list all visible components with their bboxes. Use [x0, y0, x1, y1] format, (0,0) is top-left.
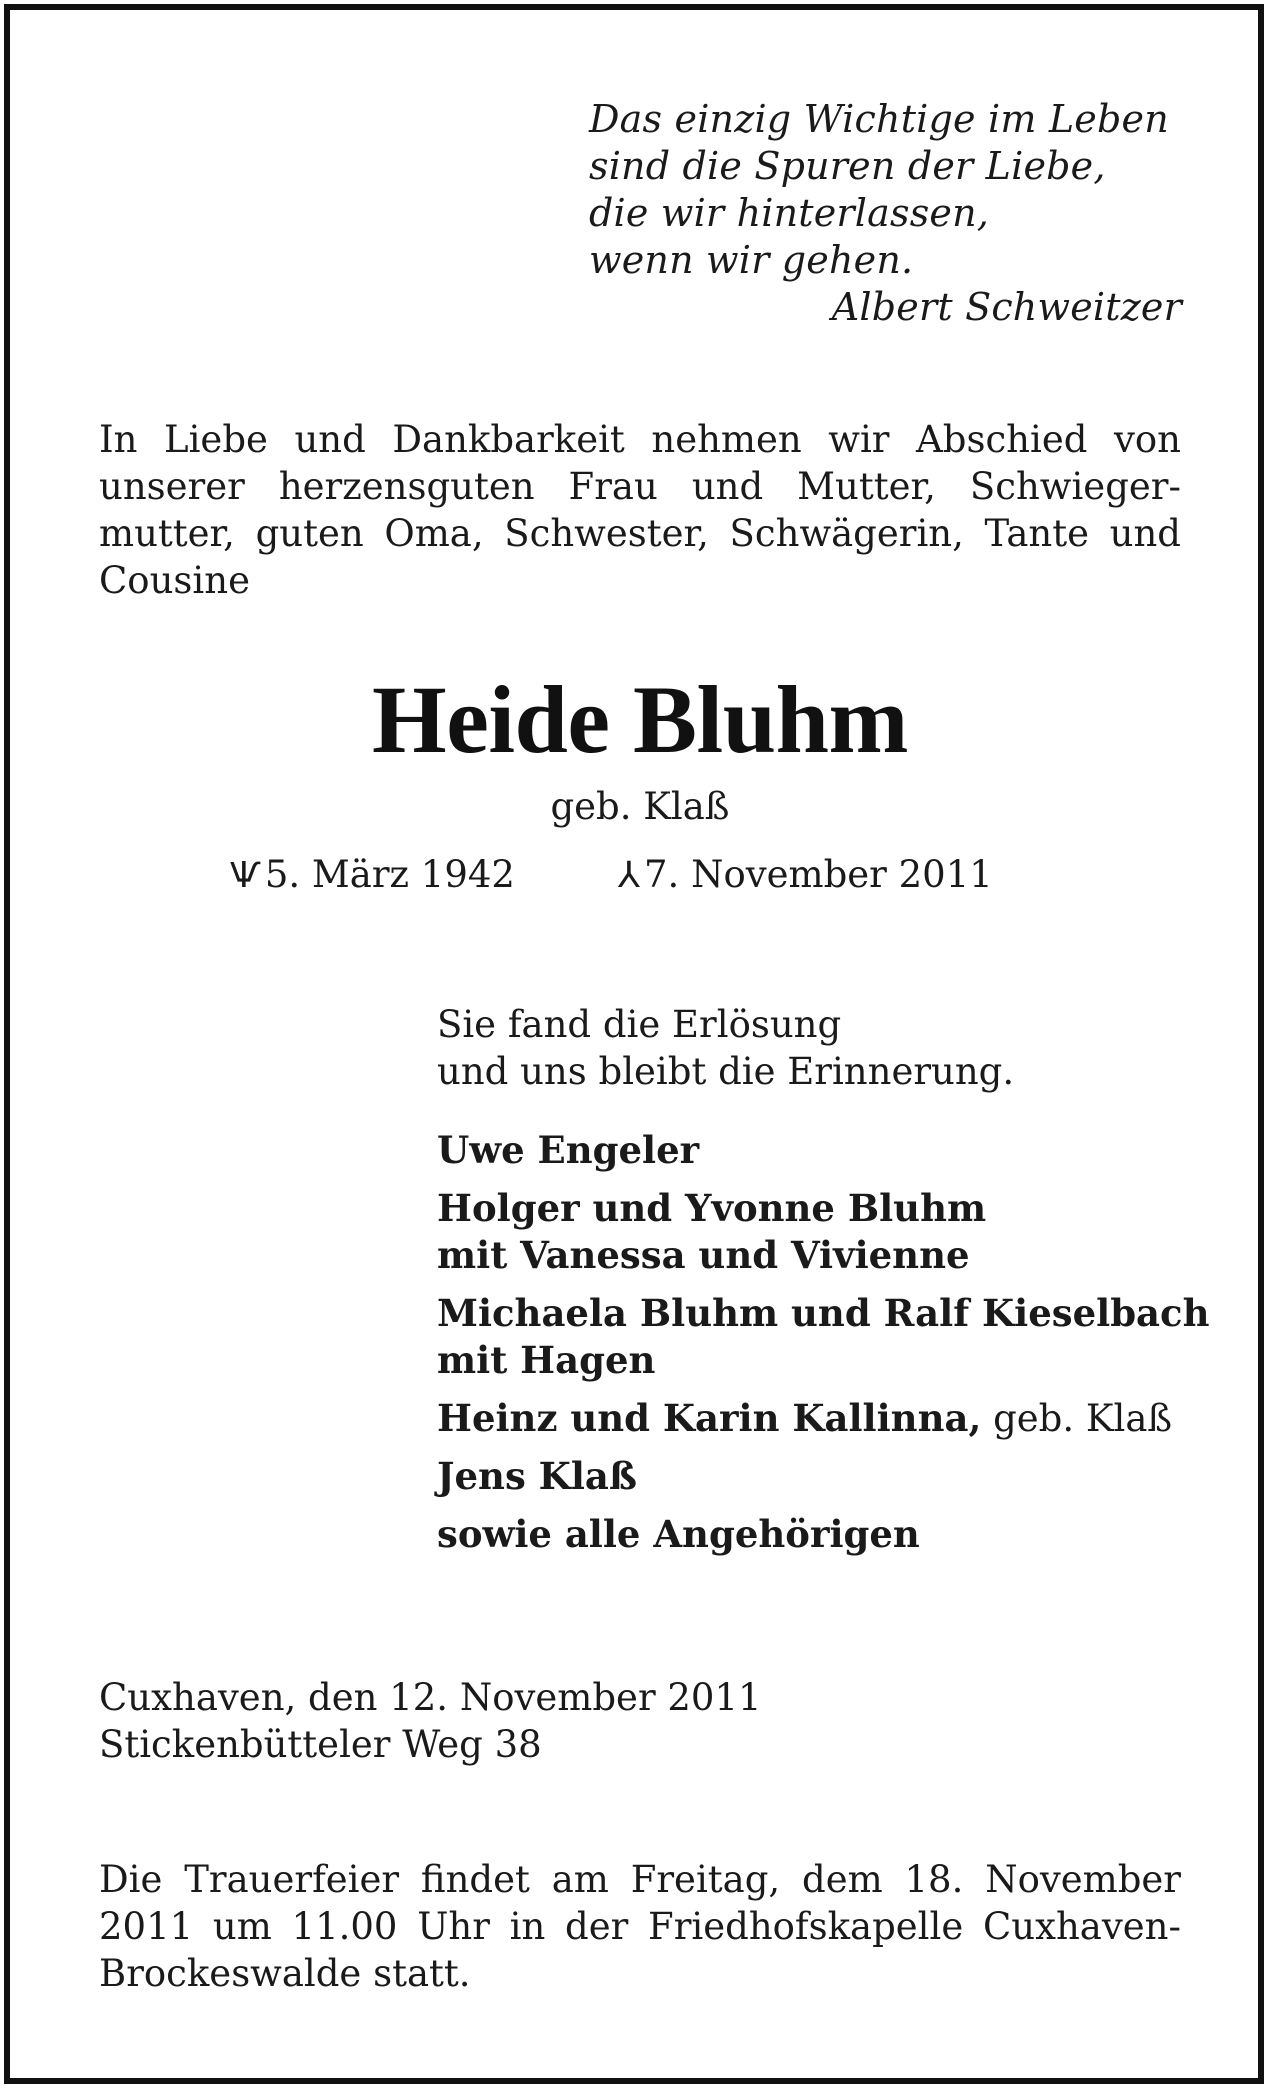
mourner-line: [437, 1395, 1197, 1442]
place-and-date: [99, 1674, 899, 1768]
mourner-line: sowie alle Angehörigen: [437, 1512, 920, 1556]
deceased-name: Heide Bluhm: [372, 666, 908, 773]
place-date-line: Cuxhaven, den 12. November 2011: [99, 1676, 762, 1719]
mourner-entry: [437, 1453, 1197, 1500]
birth-date: 5. März 1942: [264, 853, 515, 896]
birth-name-row: [0, 784, 1280, 830]
consolation-text: [437, 1001, 1177, 1095]
quote-author: Albert Schweitzer: [831, 285, 1182, 329]
death-date: 7. November 2011: [644, 853, 993, 896]
intro-text: In Liebe und Dankbarkeit nehmen wir Abschied von unserer herzensguten Frau und Mutter, Schwiegermutter, guten Oma, Schwester, Schwägerin, Tante und Cousine: [99, 418, 1181, 602]
mourner-line: Holger und Yvonne Bluhm: [437, 1186, 987, 1230]
ceremony-text: Die Trauerfeier findet am Freitag, dem 18. November 2011 um 11.00 Uhr in der Friedhofskapelle Cuxhaven-Brockeswalde statt.: [99, 1858, 1181, 1995]
consolation-line: und uns bleibt die Erinnerung.: [437, 1050, 1015, 1093]
death-symbol-icon: ⅄: [618, 855, 640, 896]
address-line: Stickenbütteler Weg 38: [99, 1723, 542, 1766]
mourner-entry: [437, 1395, 1197, 1442]
mourner-entry: [437, 1127, 1197, 1174]
mourner-birth-name: geb. Klaß: [981, 1397, 1173, 1440]
mourner-line: Jens Klaß: [437, 1454, 637, 1498]
quote-line: die wir hinterlassen,: [589, 191, 990, 235]
mourners-list: [437, 1127, 1210, 1569]
mourner-entry: [437, 1511, 1197, 1558]
quote-line: wenn wir gehen.: [589, 238, 914, 282]
mourner-name: Heinz und Karin Kallinna,: [437, 1396, 982, 1440]
death-date-row: [618, 852, 993, 899]
birth-date-row: [230, 852, 515, 899]
mourner-line: Michaela Bluhm und Ralf Kieselbach: [437, 1291, 1210, 1335]
quote-line: sind die Spuren der Liebe,: [589, 144, 1106, 188]
quote-block: [589, 96, 1182, 331]
mourner-entry: [437, 1185, 1197, 1279]
mourner-entry: [437, 1290, 1210, 1384]
birth-symbol-icon: Ѱ: [230, 855, 261, 896]
mourner-line: mit Vanessa und Vivienne: [437, 1233, 970, 1277]
mourner-line: mit Hagen: [437, 1338, 656, 1382]
birth-name: geb. Klaß: [550, 785, 730, 828]
mourner-line: Uwe Engeler: [437, 1128, 700, 1172]
consolation-line: Sie fand die Erlösung: [437, 1003, 842, 1046]
quote-line: Das einzig Wichtige im Leben: [589, 97, 1169, 141]
